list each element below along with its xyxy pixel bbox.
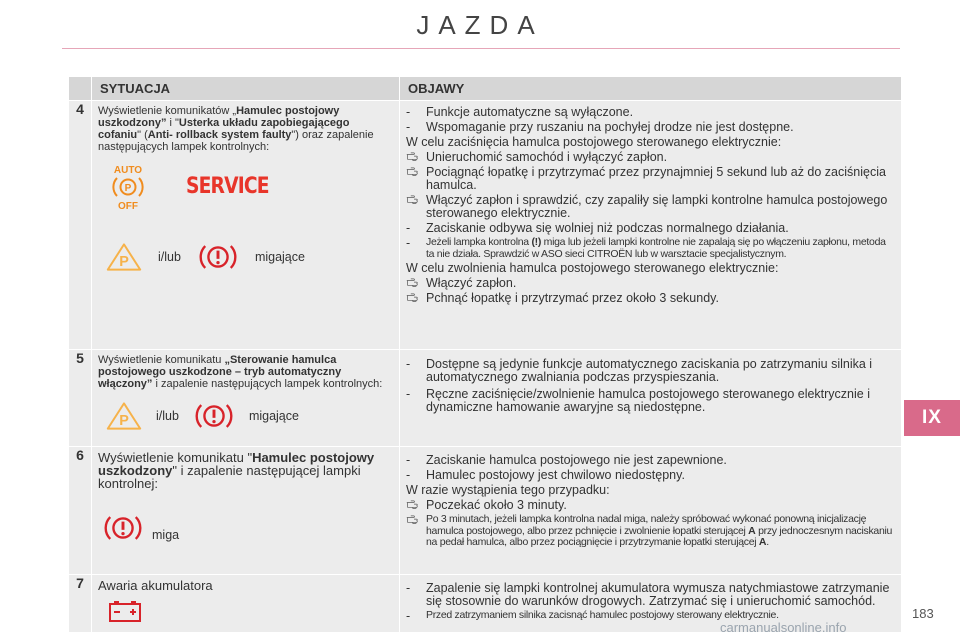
svg-text:AUTO: AUTO <box>113 165 143 176</box>
header-situation: SYTUACJA <box>92 77 400 101</box>
blinking-label: migające <box>254 250 305 264</box>
row-number: 4 <box>69 101 92 350</box>
pointing-hand-icon <box>406 514 422 525</box>
chapter-tab[interactable]: IX <box>904 400 960 436</box>
header-symptoms: OBJAWY <box>400 77 902 101</box>
svg-text:OFF: OFF <box>118 201 138 211</box>
situation-cell <box>92 575 400 633</box>
header-num-cell <box>69 77 92 101</box>
list-heading: W razie wystąpienia tego przypadku: <box>406 483 610 497</box>
situation-text: Wyświetlenie komunikatu "Hamulec postojowy uszkodzony" i zapalenie następującej lampki kontrolnej: <box>98 450 375 491</box>
table-row <box>69 350 902 447</box>
parking-brake-p-icon <box>106 242 142 272</box>
page-title: JAZDA <box>416 10 544 40</box>
pointing-hand-icon <box>406 277 422 288</box>
title-divider <box>62 48 900 49</box>
list-item: - Funkcje automatyczne są wyłączone. <box>406 105 634 119</box>
list-item: - Dostępne są jedynie funkcje automatycznego zaciskania po zatrzymaniu silnika i automatycznego zwalniania podczas przyspieszania. <box>406 357 873 384</box>
situation-text: Awaria akumulatora <box>98 578 213 593</box>
list-item: Pociągnąć łopatkę i przytrzymać przez przynajmniej 5 sekund lub aż do zaciśnięcia hamulca. <box>406 166 893 192</box>
pointing-hand-icon <box>406 166 422 177</box>
brake-exclamation-icon <box>193 400 235 432</box>
table-header-row <box>69 77 902 101</box>
row-number: 7 <box>69 575 92 633</box>
battery-icon <box>108 599 142 623</box>
table-row <box>69 101 902 350</box>
symptoms-cell <box>400 101 902 350</box>
blinking-label: migające <box>248 409 299 423</box>
blinking-label: miga <box>152 527 180 542</box>
symptoms-cell <box>400 447 902 575</box>
auto-park-brake-off-icon <box>106 163 150 211</box>
parking-brake-p-icon <box>106 401 142 431</box>
situation-cell <box>92 350 400 447</box>
situation-text: Wyświetlenie komunikatów „Hamulec postojowy uszkodzony” i "Usterka układu zapobiegającego cofaniu" (Anti- rollback system faulty") oraz zapalenie następujących lampek kontrolnych: <box>98 105 374 153</box>
pointing-hand-icon <box>406 194 422 205</box>
situation-cell <box>92 447 400 575</box>
row-number: 5 <box>69 350 92 447</box>
list-item: Włączyć zapłon i sprawdzić, czy zapaliły się lampki kontrolne hamulca postojowego sterowanego elektrycznie. <box>406 194 893 220</box>
list-heading: W celu zwolnienia hamulca postojowego sterowanego elektrycznie: <box>406 261 779 275</box>
list-item: - Wspomaganie przy ruszaniu na pochyłej drodze nie jest dostępne. <box>406 120 794 134</box>
watermark: carmanualsonline.info <box>720 620 847 635</box>
or-label: i/lub <box>156 409 179 423</box>
situation-text: Wyświetlenie komunikatu „Sterowanie hamulca postojowego uszkodzone – tryb automatyczny włączony” i zapalenie następujących lampek kontrolnych: <box>98 354 383 390</box>
troubleshooting-table <box>68 76 902 633</box>
list-item: Włączyć zapłon. <box>406 277 893 290</box>
brake-exclamation-icon <box>197 241 239 273</box>
pointing-hand-icon <box>406 499 422 510</box>
pointing-hand-icon <box>406 151 422 162</box>
list-item: - Hamulec postojowy jest chwilowo niedostępny. <box>406 468 685 482</box>
service-warning-text: SERVICE <box>186 174 269 199</box>
list-item: Pchnąć łopatkę i przytrzymać przez około 3 sekundy. <box>406 292 893 305</box>
list-item: Poczekać około 3 minuty. <box>406 499 893 512</box>
pointing-hand-icon <box>406 292 422 303</box>
list-item: - Zaciskanie hamulca postojowego nie jest zapewnione. <box>406 453 727 467</box>
situation-cell <box>92 101 400 350</box>
list-item: - Przed zatrzymaniem silnika zacisnąć hamulec postojowy sterowany elektrycznie. <box>406 609 779 623</box>
list-item: - Ręczne zaciśnięcie/zwolnienie hamulca postojowego sterowanego elektrycznie i dynamiczne hamowanie awaryjne są niedostępne. <box>406 387 870 414</box>
list-item: - Jeżeli lampka kontrolna (!) miga lub jeżeli lampki kontrolne nie zapalają się po włączeniu zapłonu, metoda ta nie działa. Sprawdzić w ASO sieci CITROËN lub w warsztacie specjalistycznym. <box>406 236 886 260</box>
page-number: 183 <box>912 606 934 621</box>
symptoms-cell <box>400 350 902 447</box>
list-item: - Zapalenie się lampki kontrolnej akumulatora wymusza natychmiastowe zatrzymanie się stosownie do warunków drogowych. Zatrzymać się i unieruchomić samochód. <box>406 581 890 608</box>
list-item: - Zaciskanie odbywa się wolniej niż podczas normalnego działania. <box>406 221 789 235</box>
or-label: i/lub <box>158 250 181 264</box>
svg-text:P: P <box>124 183 132 194</box>
brake-exclamation-icon <box>102 512 144 544</box>
list-heading: W celu zaciśnięcia hamulca postojowego sterowanego elektrycznie: <box>406 135 782 149</box>
table-row <box>69 447 902 575</box>
row-number: 6 <box>69 447 92 575</box>
list-item: Unieruchomić samochód i wyłączyć zapłon. <box>406 151 893 164</box>
list-item: Po 3 minutach, jeżeli lampka kontrolna nadal miga, należy spróbować wykonać ponowną inicjalizację hamulca postojowego, albo przez pchnięcie i zwolnienie łopatki sterującej A przy jednoczesnym naciskaniu na pedał hamulca, albo przez pociągnięcie i przytrzymanie łopatki sterującej A. <box>406 514 893 549</box>
